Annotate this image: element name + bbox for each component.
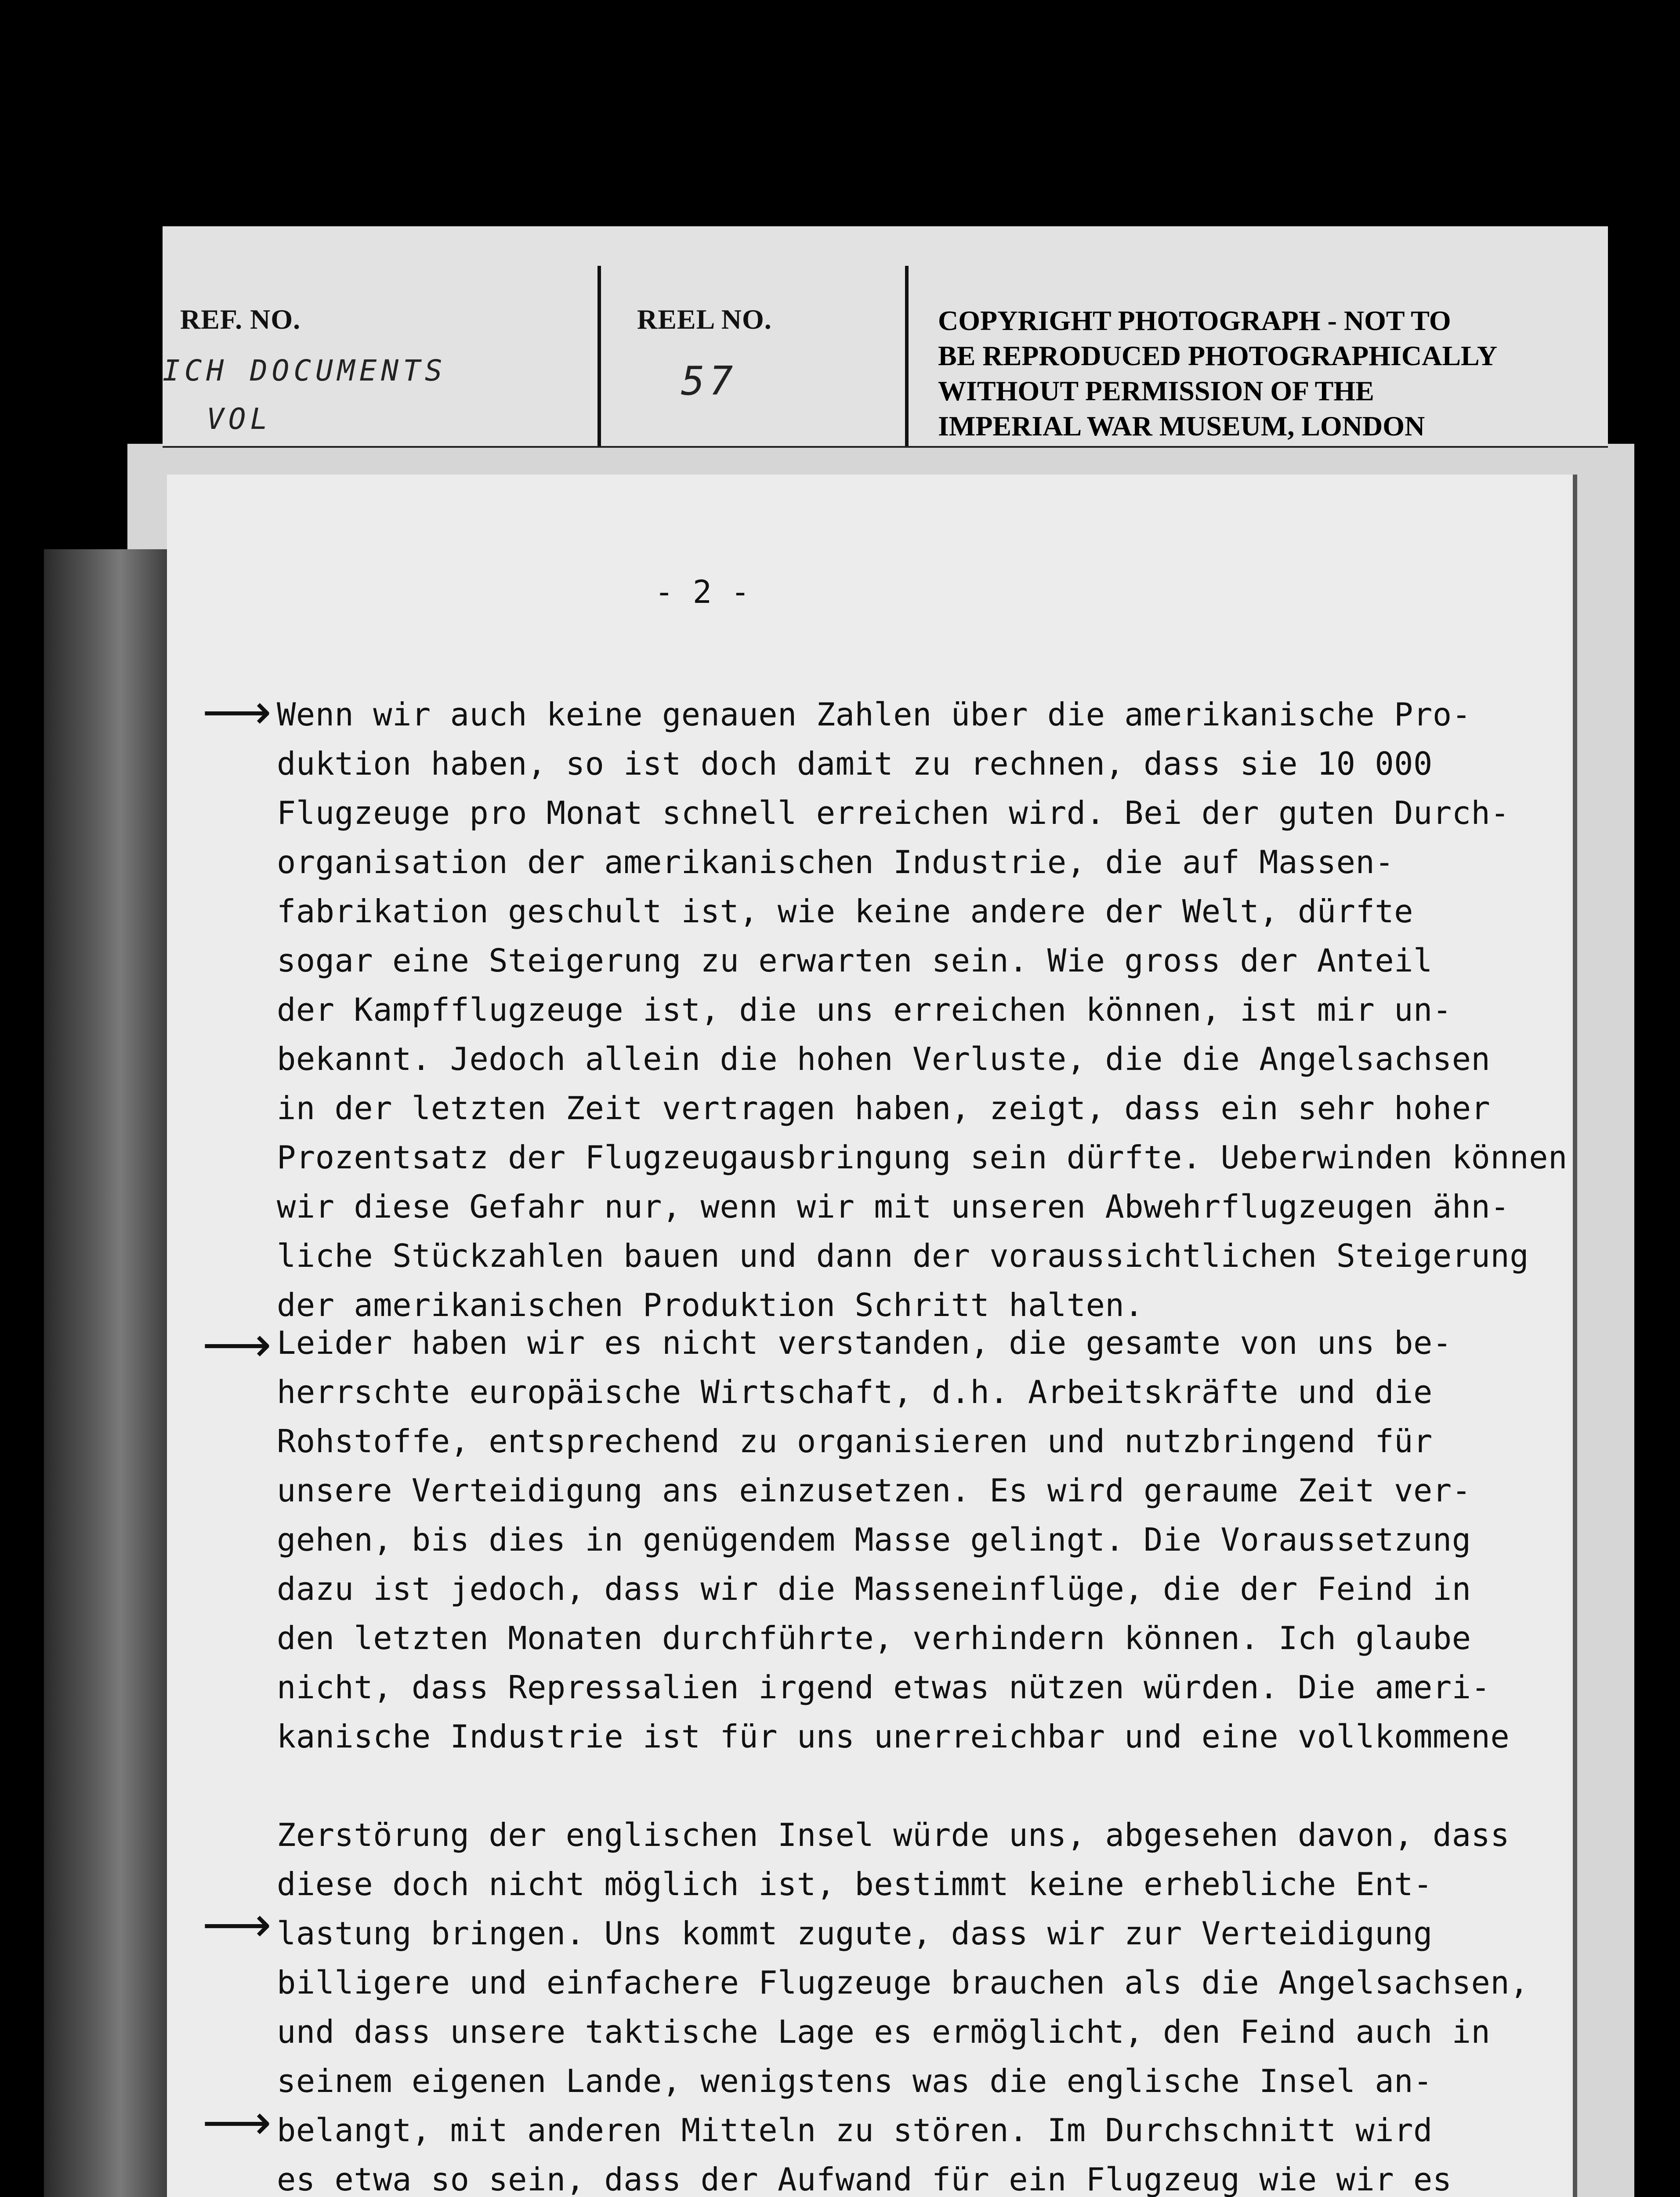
text-line: unsere Verteidigung ans einzusetzen. Es wird geraume Zeit ver- <box>277 1472 1471 1509</box>
text-line: organisation der amerikanischen Industrie, die auf Massen- <box>277 844 1394 881</box>
text-line: nicht, dass Repressalien irgend etwas nützen würden. Die ameri- <box>277 1669 1491 1706</box>
margin-arrow-icon: ⟶ <box>202 2094 272 2150</box>
text-line: gehen, bis dies in genügendem Masse gelingt. Die Voraussetzung <box>277 1521 1471 1558</box>
margin-arrow-icon: ⟶ <box>202 684 272 740</box>
text-line: es etwa so sein, dass der Aufwand für ein Flugzeug wie wir es <box>277 2161 1452 2197</box>
reel-number-value: 57 <box>681 358 738 404</box>
text-line: Prozentsatz der Flugzeugausbringung sein dürfte. Ueberwinden können <box>277 1139 1568 1176</box>
ref-volume-value: VOL <box>206 402 272 436</box>
text-line: lastung bringen. Uns kommt zugute, dass wir zur Verteidigung <box>277 1915 1433 1952</box>
text-line: der Kampfflugzeuge ist, die uns erreichen können, ist mir un- <box>277 991 1452 1028</box>
paragraph-production <box>277 690 1573 1330</box>
paragraph-economy <box>277 1318 1573 2197</box>
text-line: billigere und einfachere Flugzeuge brauchen als die Angelsachsen, <box>277 1964 1529 2001</box>
copyright-line: WITHOUT PERMISSION OF THE <box>938 375 1374 406</box>
book-binding-shadow <box>44 549 171 2197</box>
text-line: Leider haben wir es nicht verstanden, die gesamte von uns be- <box>277 1324 1452 1361</box>
text-line: diese doch nicht möglich ist, bestimmt keine erhebliche Ent- <box>277 1866 1433 1903</box>
ref-number-label: REF. NO. <box>180 304 301 335</box>
archive-label-strip <box>163 226 1608 448</box>
text-line: sogar eine Steigerung zu erwarten sein. Wie gross der Anteil <box>277 942 1433 979</box>
text-line: herrschte europäische Wirtschaft, d.h. Arbeitskräfte und die <box>277 1374 1433 1410</box>
reel-number-label: REEL NO. <box>637 304 772 335</box>
text-line: Zerstörung der englischen Insel würde uns, abgesehen davon, dass <box>277 1816 1510 1853</box>
copyright-notice <box>938 303 1641 444</box>
ref-number-cell <box>163 226 597 446</box>
text-line: bekannt. Jedoch allein die hohen Verluste, die die Angelsachsen <box>277 1040 1491 1077</box>
copyright-line: COPYRIGHT PHOTOGRAPH - NOT TO <box>938 305 1451 336</box>
text-line: Wenn wir auch keine genauen Zahlen über die amerikanische Pro- <box>277 696 1471 733</box>
text-line: wir diese Gefahr nur, wenn wir mit unseren Abwehrflugzeugen ähn- <box>277 1188 1510 1225</box>
text-line: Rohstoffe, entsprechend zu organisieren und nutzbringend für <box>277 1423 1433 1460</box>
text-line: den letzten Monaten durchführte, verhindern können. Ich glaube <box>277 1620 1471 1657</box>
text-line: Flugzeuge pro Monat schnell erreichen wird. Bei der guten Durch- <box>277 794 1510 831</box>
text-line: in der letzten Zeit vertragen haben, zeigt, dass ein sehr hoher <box>277 1090 1491 1127</box>
copyright-line: BE REPRODUCED PHOTOGRAPHICALLY <box>938 340 1498 371</box>
text-line: liche Stückzahlen bauen und dann der voraussichtlichen Steigerung <box>277 1237 1529 1274</box>
text-line: seinem eigenen Lande, wenigstens was die englische Insel an- <box>277 2063 1433 2099</box>
text-line: kanische Industrie ist für uns unerreichbar und eine vollkommene <box>277 1718 1510 1755</box>
text-line: duktion haben, so ist doch damit zu rechnen, dass sie 10 000 <box>277 745 1433 782</box>
header-divider <box>905 266 909 446</box>
page-number: - 2 - <box>655 573 750 610</box>
document-page <box>167 475 1573 2197</box>
text-line: und dass unsere taktische Lage es ermöglicht, den Feind auch in <box>277 2013 1491 2050</box>
text-line: belangt, mit anderen Mitteln zu stören. Im Durchschnitt wird <box>277 2112 1433 2149</box>
text-line: der amerikanischen Produktion Schritt halten. <box>277 1287 1144 1323</box>
text-line: dazu ist jedoch, dass wir die Masseneinflüge, die der Feind in <box>277 1570 1471 1607</box>
text-line <box>277 1761 1573 1810</box>
text-line: fabrikation geschult ist, wie keine andere der Welt, dürfte <box>277 893 1414 930</box>
margin-arrow-icon: ⟶ <box>202 1316 272 1373</box>
reel-number-cell <box>602 226 892 446</box>
margin-arrow-icon: ⟶ <box>202 1896 272 1953</box>
ref-number-value: ICH DOCUMENTS <box>163 354 447 388</box>
copyright-line: IMPERIAL WAR MUSEUM, LONDON <box>938 410 1425 442</box>
header-divider <box>597 266 601 446</box>
